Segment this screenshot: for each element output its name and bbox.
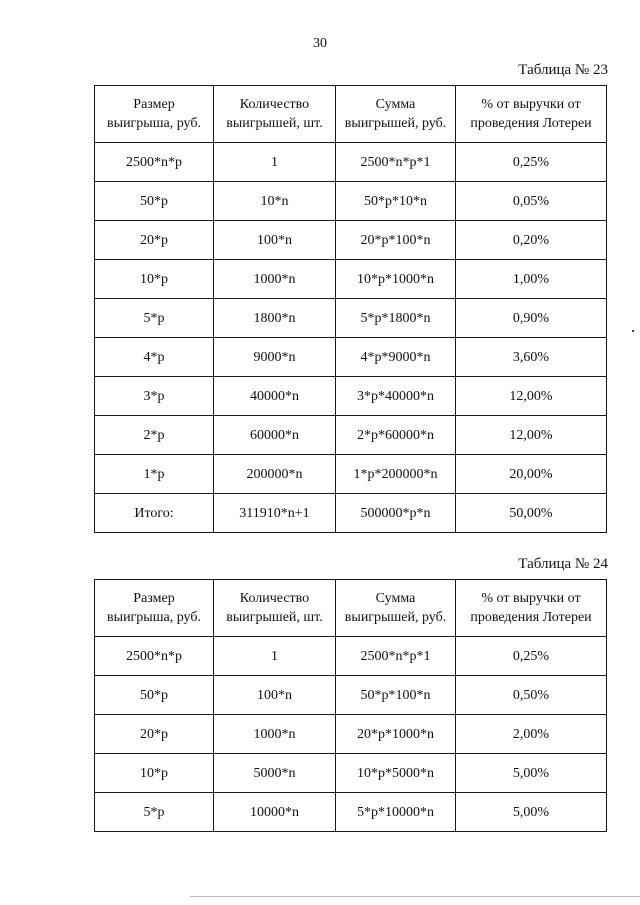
cell-prize-size: 10*p	[95, 754, 214, 793]
header-prize-count: Количество выигрышей, шт.	[214, 580, 336, 637]
cell-prize-count: 1000*n	[214, 260, 336, 299]
table-row	[95, 793, 607, 832]
table-24-header-row	[95, 580, 607, 637]
table-row	[95, 260, 607, 299]
cell-prize-size: 4*p	[95, 338, 214, 377]
cell-revenue-percent: 12,00%	[456, 377, 607, 416]
cell-prize-count: 10000*n	[214, 793, 336, 832]
table-24	[94, 579, 607, 832]
cell-revenue-percent: 1,00%	[456, 260, 607, 299]
cell-prize-sum: 4*p*9000*n	[336, 338, 456, 377]
cell-prize-sum: 10*p*5000*n	[336, 754, 456, 793]
header-prize-sum: Сумма выигрышей, руб.	[336, 86, 456, 143]
cell-total-sum: 500000*p*n	[336, 494, 456, 533]
cell-revenue-percent: 0,25%	[456, 637, 607, 676]
table-row	[95, 455, 607, 494]
header-prize-sum: Сумма выигрышей, руб.	[336, 580, 456, 637]
cell-prize-size: 3*p	[95, 377, 214, 416]
cell-prize-count: 9000*n	[214, 338, 336, 377]
table-row	[95, 676, 607, 715]
cell-prize-size: 50*p	[95, 676, 214, 715]
cell-total-count: 311910*n+1	[214, 494, 336, 533]
cell-prize-size: 2500*n*p	[95, 637, 214, 676]
cell-prize-sum: 5*p*10000*n	[336, 793, 456, 832]
cell-prize-count: 40000*n	[214, 377, 336, 416]
header-prize-size: Размер выигрыша, руб.	[95, 86, 214, 143]
cell-prize-count: 200000*n	[214, 455, 336, 494]
header-prize-size: Размер выигрыша, руб.	[95, 580, 214, 637]
table-23	[94, 85, 607, 533]
cell-revenue-percent: 0,25%	[456, 143, 607, 182]
cell-prize-count: 60000*n	[214, 416, 336, 455]
cell-prize-size: 2*p	[95, 416, 214, 455]
cell-prize-count: 10*n	[214, 182, 336, 221]
cell-prize-sum: 3*p*40000*n	[336, 377, 456, 416]
table-row	[95, 299, 607, 338]
cell-total-percent: 50,00%	[456, 494, 607, 533]
cell-prize-sum: 10*p*1000*n	[336, 260, 456, 299]
table-row	[95, 637, 607, 676]
cell-prize-sum: 2500*n*p*1	[336, 143, 456, 182]
cell-prize-size: 2500*n*p	[95, 143, 214, 182]
cell-prize-count: 1	[214, 637, 336, 676]
cell-prize-sum: 5*p*1800*n	[336, 299, 456, 338]
cell-prize-size: 20*p	[95, 715, 214, 754]
table-23-header-row	[95, 86, 607, 143]
cell-prize-sum: 2500*n*p*1	[336, 637, 456, 676]
scan-speck	[632, 330, 634, 332]
cell-revenue-percent: 5,00%	[456, 793, 607, 832]
cell-prize-count: 1000*n	[214, 715, 336, 754]
cell-prize-count: 1800*n	[214, 299, 336, 338]
cell-revenue-percent: 0,50%	[456, 676, 607, 715]
cell-revenue-percent: 5,00%	[456, 754, 607, 793]
cell-revenue-percent: 0,90%	[456, 299, 607, 338]
table-23-caption: Таблица № 23	[518, 62, 608, 78]
cell-prize-count: 100*n	[214, 676, 336, 715]
cell-prize-sum: 20*p*100*n	[336, 221, 456, 260]
header-revenue-percent: % от выручки от проведения Лотереи	[456, 86, 607, 143]
table-row	[95, 377, 607, 416]
table-row	[95, 754, 607, 793]
header-prize-count: Количество выигрышей, шт.	[214, 86, 336, 143]
cell-prize-sum: 50*p*10*n	[336, 182, 456, 221]
cell-prize-size: 1*p	[95, 455, 214, 494]
cell-revenue-percent: 0,20%	[456, 221, 607, 260]
table-row	[95, 715, 607, 754]
header-revenue-percent: % от выручки от проведения Лотереи	[456, 580, 607, 637]
page-number: 30	[313, 36, 327, 51]
cell-prize-count: 1	[214, 143, 336, 182]
cell-prize-sum: 1*p*200000*n	[336, 455, 456, 494]
table-row	[95, 338, 607, 377]
page-bottom-edge	[190, 896, 640, 897]
cell-prize-size: 5*p	[95, 793, 214, 832]
cell-prize-sum: 2*p*60000*n	[336, 416, 456, 455]
cell-total-label: Итого:	[95, 494, 214, 533]
cell-prize-size: 10*p	[95, 260, 214, 299]
cell-prize-count: 100*n	[214, 221, 336, 260]
cell-prize-sum: 50*p*100*n	[336, 676, 456, 715]
table-row	[95, 221, 607, 260]
cell-revenue-percent: 20,00%	[456, 455, 607, 494]
table-row	[95, 416, 607, 455]
cell-prize-sum: 20*p*1000*n	[336, 715, 456, 754]
cell-revenue-percent: 2,00%	[456, 715, 607, 754]
table-row	[95, 182, 607, 221]
cell-prize-size: 5*p	[95, 299, 214, 338]
table-24-caption: Таблица № 24	[518, 556, 608, 572]
cell-prize-size: 50*p	[95, 182, 214, 221]
cell-prize-size: 20*p	[95, 221, 214, 260]
cell-revenue-percent: 0,05%	[456, 182, 607, 221]
cell-revenue-percent: 3,60%	[456, 338, 607, 377]
table-total-row	[95, 494, 607, 533]
table-row	[95, 143, 607, 182]
cell-revenue-percent: 12,00%	[456, 416, 607, 455]
cell-prize-count: 5000*n	[214, 754, 336, 793]
